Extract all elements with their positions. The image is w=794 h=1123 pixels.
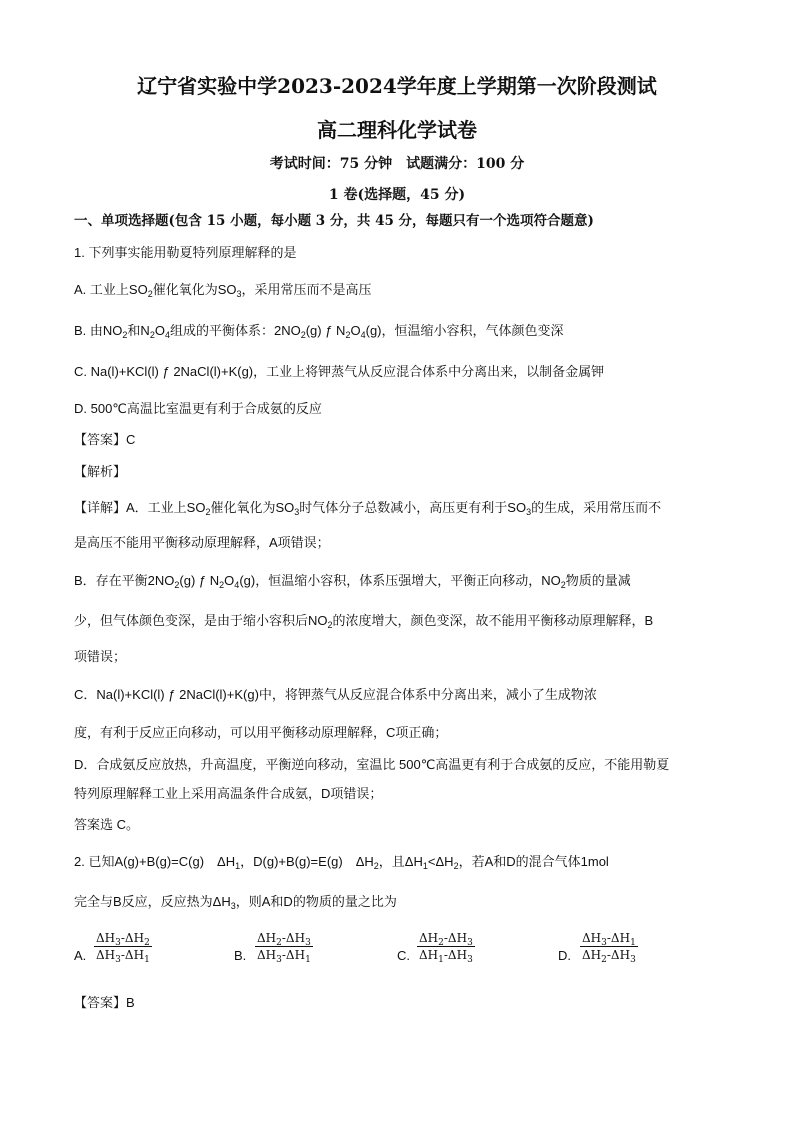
exam-title: 辽宁省实验中学2023-2024学年度上学期第一次阶段测试 [137, 74, 657, 98]
q1-detail-b-line1: B．存在平衡$2NO_2(g)$ ƒ $N_2O_4(g)$，恒温缩小容积，体系压强增大，平衡正向移动，$NO_2$物质的量减 [74, 573, 631, 590]
q1-detail-a-line2: 是高压不能用平衡移动原理解释，A项错误； [74, 535, 330, 550]
q2-option-d-denominator: $\Delta H_2-\Delta H_3$ [582, 948, 636, 965]
q1-analysis-label: 【解析】 [74, 464, 127, 479]
q1-option-b: B. 由$NO_2$和$N_2O_4$组成的平衡体系：$2NO_2(g)$ ƒ $N_2O_4(g)$，恒温缩小容积，气体颜色变深 [74, 323, 564, 340]
exam-info: 考试时间：75 分钟 试题满分：100 分 [269, 156, 525, 172]
q1-conclusion: 答案选 C。 [74, 817, 140, 832]
q2-option-b-label: B. [234, 948, 247, 963]
q2-option-d-numerator: $\Delta H_3-\Delta H_1$ [582, 931, 636, 948]
section-heading: 一、单项选择题(包含 15 小题，每小题 3 分，共 45 分，每题只有一个选项符合题意) [74, 213, 594, 229]
q2-option-a-numerator: $\Delta H_3-\Delta H_2$ [96, 931, 150, 948]
q1-detail-d-line1: D．合成氨反应放热，升高温度，平衡逆向移动，室温比 500℃高温更有利于合成氨的反应，不能用勒夏 [74, 757, 670, 772]
q2-option-a-denominator: $\Delta H_3-\Delta H_1$ [96, 948, 150, 965]
q1-option-c: C. Na(l)+KCl(l) ƒ 2NaCl(l)+K(g)，工业上将钾蒸气从反应混合体系中分离出来，以制备金属钾 [74, 364, 605, 379]
q1-detail-a-line1: 【详解】A．工业上$SO_2$催化氧化为$SO_3$时气体分子总数减小，高压更有利于$SO_3$的生成，采用常压而不 [74, 500, 662, 517]
exam-subtitle: 高二理科化学试卷 [317, 118, 477, 142]
q2-option-a-label: A. [74, 948, 87, 963]
q2-option-b-fraction [255, 930, 313, 963]
q1-detail-c-line2: 度，有利于反应正向移动，可以用平衡移动原理解释，C项正确； [74, 725, 448, 740]
q2-stem-line2: 完全与B反应，反应热为$\Delta H_3$，则A和D的物质的量之比为 [74, 894, 397, 911]
q2-answer: 【答案】B [74, 995, 135, 1010]
q1-stem: 1. 下列事实能用勒夏特列原理解释的是 [74, 245, 297, 260]
q2-option-c-fraction [417, 930, 475, 963]
q2-stem-line1: 2. 已知A(g)+B(g)=C(g) $\Delta H_1$，D(g)+B(g)=E(g) $\Delta H_2$，且$\Delta H_1<\Delta H_2$，若A和D的混合气体1mol [74, 854, 609, 871]
q1-option-a: A. 工业上$SO_2$催化氧化为$SO_3$，采用常压而不是高压 [74, 282, 372, 299]
q1-detail-b-line2: 少，但气体颜色变深，是由于缩小容积后$NO_2$的浓度增大，颜色变深，故不能用平衡移动原理解释，B [74, 613, 654, 630]
q1-detail-c-line1: C．Na(l)+KCl(l) ƒ 2NaCl(l)+K(g)中，将钾蒸气从反应混合体系中分离出来，减小了生成物浓 [74, 687, 597, 702]
q2-option-c-numerator: $\Delta H_2-\Delta H_3$ [419, 931, 473, 948]
q2-option-c-label: C. [397, 948, 410, 963]
q2-option-d-label: D. [558, 948, 571, 963]
q1-detail-d-line2: 特列原理解释工业上采用高温条件合成氨，D项错误； [74, 786, 383, 801]
q2-option-b-numerator: $\Delta H_2-\Delta H_3$ [257, 931, 311, 948]
q1-option-d: D. 500℃高温比室温更有利于合成氨的反应 [74, 401, 322, 416]
q2-option-a-fraction [94, 930, 152, 963]
q1-detail-b-line3: 项错误； [74, 649, 127, 664]
part-heading: 1 卷(选择题，45 分) [328, 187, 466, 203]
q2-option-d-fraction [580, 930, 638, 963]
q2-option-c-denominator: $\Delta H_1-\Delta H_3$ [419, 948, 473, 965]
q2-option-b-denominator: $\Delta H_3-\Delta H_1$ [257, 948, 311, 965]
q1-answer: 【答案】C [74, 432, 136, 447]
